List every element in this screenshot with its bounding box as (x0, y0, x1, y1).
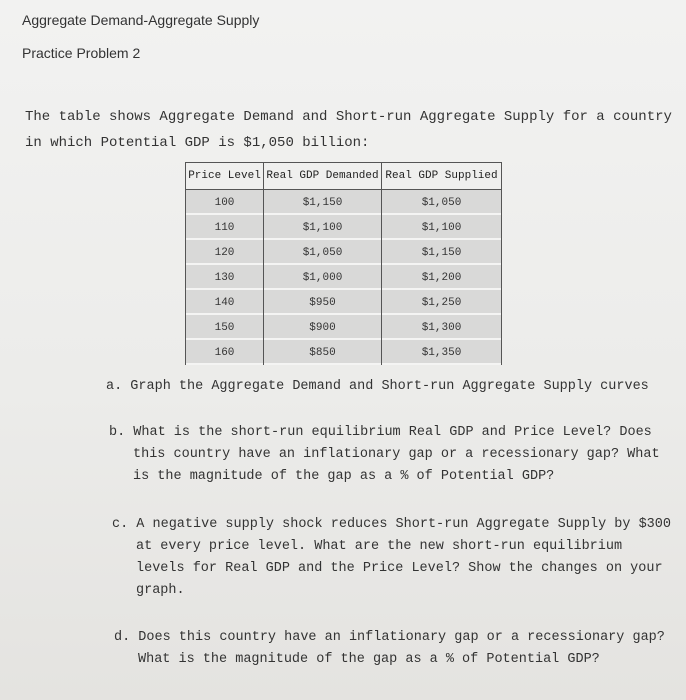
cell-price-level: 140 (186, 290, 264, 315)
table-row (186, 190, 502, 216)
question-b (109, 422, 660, 488)
cell-gdp-demanded: $1,000 (264, 265, 382, 290)
question-a-line-1: a. Graph the Aggregate Demand and Short-run Aggregate Supply curves (106, 379, 649, 394)
cell-gdp-supplied: $1,100 (382, 215, 502, 240)
question-b-line-2: this country have an inflationary gap or a recessionary gap? What (133, 447, 660, 462)
cell-gdp-supplied: $1,300 (382, 315, 502, 340)
question-a (106, 376, 649, 398)
cell-price-level: 160 (186, 340, 264, 365)
cell-gdp-supplied: $1,350 (382, 340, 502, 365)
cell-gdp-demanded: $900 (264, 315, 382, 340)
table-row (186, 265, 502, 290)
intro-line-2: in which Potential GDP is $1,050 billion: (25, 135, 370, 151)
cell-gdp-supplied: $1,250 (382, 290, 502, 315)
header-price-level: Price Level (186, 163, 264, 190)
table-row (186, 340, 502, 365)
table-row (186, 215, 502, 240)
ad-as-table (185, 162, 501, 365)
question-c-line-4: graph. (136, 583, 185, 598)
cell-gdp-demanded: $850 (264, 340, 382, 365)
table-row (186, 290, 502, 315)
document-subtitle: Practice Problem 2 (22, 45, 141, 61)
cell-price-level: 100 (186, 190, 264, 216)
question-b-line-1: b. What is the short-run equilibrium Real GDP and Price Level? Does (109, 425, 652, 440)
question-d-line-2: What is the magnitude of the gap as a % of Potential GDP? (138, 652, 600, 667)
table-header-row (186, 163, 502, 190)
header-real-gdp-supplied: Real GDP Supplied (382, 163, 502, 190)
cell-gdp-demanded: $1,050 (264, 240, 382, 265)
cell-price-level: 150 (186, 315, 264, 340)
cell-price-level: 120 (186, 240, 264, 265)
header-real-gdp-demanded: Real GDP Demanded (264, 163, 382, 190)
document-title: Aggregate Demand-Aggregate Supply (22, 12, 260, 28)
table-row (186, 315, 502, 340)
cell-gdp-demanded: $950 (264, 290, 382, 315)
cell-gdp-supplied: $1,200 (382, 265, 502, 290)
cell-gdp-demanded: $1,100 (264, 215, 382, 240)
question-d (114, 627, 665, 671)
question-c-line-1: c. A negative supply shock reduces Short-run Aggregate Supply by $300 (112, 517, 671, 532)
cell-gdp-demanded: $1,150 (264, 190, 382, 216)
table-row (186, 240, 502, 265)
question-c-line-3: levels for Real GDP and the Price Level? Show the changes on your (136, 561, 663, 576)
question-b-line-3: is the magnitude of the gap as a % of Potential GDP? (133, 469, 555, 484)
cell-price-level: 110 (186, 215, 264, 240)
cell-gdp-supplied: $1,050 (382, 190, 502, 216)
question-c (112, 514, 671, 602)
question-c-line-2: at every price level. What are the new short-run equilibrium (136, 539, 623, 554)
cell-gdp-supplied: $1,150 (382, 240, 502, 265)
question-d-line-1: d. Does this country have an inflationary gap or a recessionary gap? (114, 630, 665, 645)
cell-price-level: 130 (186, 265, 264, 290)
intro-line-1: The table shows Aggregate Demand and Short-run Aggregate Supply for a country (25, 109, 672, 125)
